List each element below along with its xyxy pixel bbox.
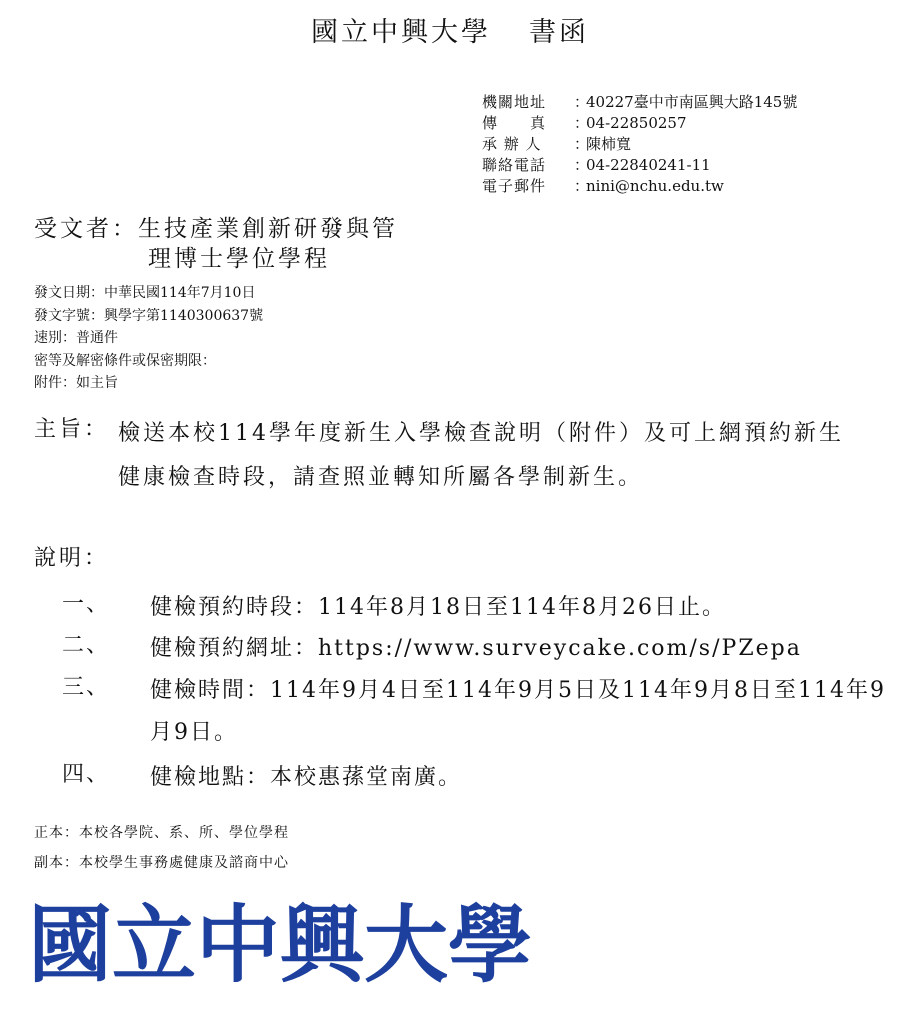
contact-row-email: 電子郵件 ： nini@nchu.edu.tw [482,177,724,195]
contact-row-fax: 傳 真 ： 04-22850257 [482,114,687,132]
contact-row-handler: 承 辦 人 ： 陳柿寬 [482,135,632,153]
contact-label: 承 辦 人 [482,135,542,153]
confidentiality: 密等及解密條件或保密期限： [34,352,216,369]
contact-email-link[interactable]: nini@nchu.edu.tw [586,177,724,195]
delivery-speed: 速別：普通件 [34,330,118,346]
contact-value: 04-22840241-11 [586,156,711,174]
explanation-heading: 說明： [34,546,110,571]
item-text: 健檢預約時段：114年8月18日至114年8月26日止。 [150,595,726,620]
contact-label: 電子郵件 [482,177,547,195]
explanation-item [62,628,862,668]
recipient-label: 受文者： [34,216,138,242]
explanation-item [62,670,886,754]
item-number: 三、 [62,675,111,700]
university-logo: 國立中興大學 [28,896,533,994]
contact-value: 40227臺中市南區興大路145號 [586,93,798,111]
attachment: 附件：如主旨 [34,375,118,391]
document-number: 發文字號：興學字第1140300637號 [34,307,264,324]
copy-recipients: 副本：本校學生事務處健康及諮商中心 [34,855,289,871]
university-name: 國立中興大學 [311,17,491,48]
contact-label: 傳 真 [482,114,547,132]
subject-label: 主旨： [34,417,110,442]
item-number: 四、 [62,762,111,787]
contact-value: 陳柿寬 [586,135,632,153]
document-type: 書函 [529,17,589,48]
contact-row-address: 機關地址 ： 40227臺中市南區興大路145號 [482,93,798,111]
contact-label: 機關地址 [482,93,547,111]
original-recipients: 正本：本校各學院、系、所、學位學程 [34,825,289,841]
contact-label: 聯絡電話 [482,156,547,174]
document-title [0,10,900,49]
contact-block [482,92,797,197]
recipient-line-1: 生技產業創新研發與管 [138,216,398,242]
item-text: 健檢地點：本校惠蓀堂南廣。 [150,765,463,790]
contact-value: 04-22850257 [586,114,687,132]
item-number: 一、 [62,592,111,617]
issue-date: 發文日期：中華民國114年7月10日 [34,285,256,301]
contact-row-phone: 聯絡電話 ： 04-22840241-11 [482,156,711,174]
recipient-block [34,214,398,274]
item-text: 健檢時間：114年9月4日至114年9月5日及114年9月8日至114年9月9日。 [150,678,886,745]
item-url-link[interactable]: 健檢預約網址：https://www.surveycake.com/s/PZepa [150,636,802,661]
meta-block [34,282,263,395]
recipient-line-2: 理博士學位學程 [148,246,330,272]
explanation-item [62,587,862,627]
item-number: 二、 [62,633,111,658]
explanation-item [62,757,862,797]
subject-text: 檢送本校114學年度新生入學檢查說明（附件）及可上網預約新生健康檢查時段，請查照並轉知所屬各學制新生。 [118,421,844,490]
